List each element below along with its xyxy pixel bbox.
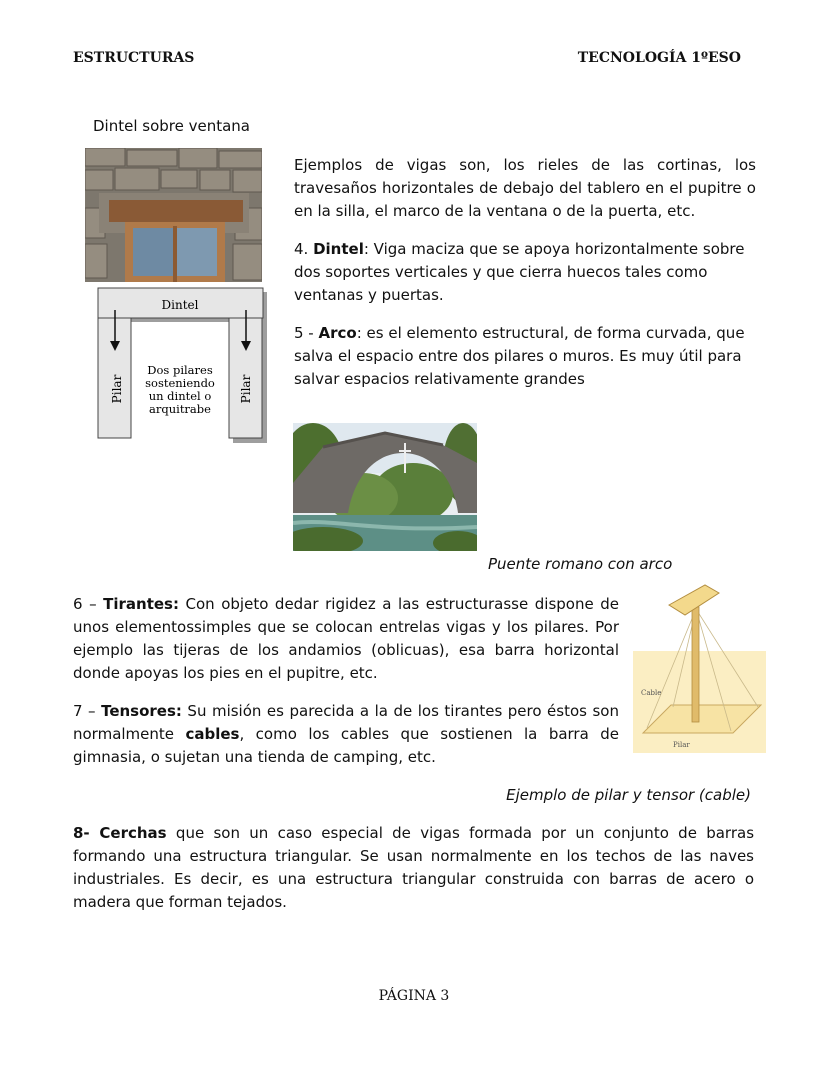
dintel-term: Dintel [313, 240, 364, 258]
tensores-term: Tensores: [101, 702, 182, 720]
diagram-top-label: Dintel [161, 298, 199, 312]
bridge-caption: Puente romano con arco [488, 555, 673, 573]
tensores-paragraph: 7 – Tensores: Su misión es parecida a la de los tirantes pero éstos son normalmente cables, como los cables que sostienen la barra de gimnasia, o sujetan una tienda de camping, etc. [73, 702, 619, 766]
pillar-label: Pilar [673, 741, 690, 749]
cerchas-paragraph: 8- Cerchas que son un caso especial de vigas formada por un conjunto de barras formando una estructura triangular. Se usan normalmente en los techos de las naves industriales. Es decir, es una estructura triangular construida con barras de acero o madera que forman tejados. [73, 824, 755, 911]
page-number: PÁGINA 3 [378, 988, 450, 1004]
diagram-center-line: Dos pilares [147, 363, 213, 377]
cable-label: Cable [641, 689, 662, 697]
arco-term: Arco [318, 324, 357, 342]
pillar-caption: Ejemplo de pilar y tensor (cable) [506, 786, 751, 804]
tirantes-paragraph: 6 – Tirantes: Con objeto dedar rigidez a las estructurasse dispone de unos elementossimples que se colocan entrelas vigas y los pilares. Por ejemplo las tijeras de los andamios (oblicuas), esa barra horizontal donde apoyas los pies en el pupitre, etc. [73, 595, 619, 682]
diagram-left-label: Pilar [110, 374, 124, 404]
dintel-image-caption: Dintel sobre ventana [93, 117, 251, 135]
window-lintel-photo [85, 148, 262, 282]
pillar-cable-illustration [633, 583, 766, 753]
diagram-center-line: un dintel o [148, 389, 212, 403]
diagram-center-line: sosteniendo [145, 376, 215, 390]
header-left: ESTRUCTURAS [73, 50, 195, 66]
cables-term: cables [185, 725, 240, 743]
diagram-right-label: Pilar [239, 374, 253, 404]
dintel-diagram [95, 285, 270, 445]
cerchas-term: 8- Cerchas [73, 824, 167, 842]
wooden-lintel [109, 200, 243, 222]
arco-paragraph: 5 - Arco: es el elemento estructural, de forma curvada, que salva el espacio entre dos pilares o muros. Es muy útil para salvar espacios relativamente grandes [294, 324, 745, 388]
roman-bridge-photo [293, 423, 477, 551]
tirantes-term: Tirantes: [103, 595, 179, 613]
header-right: TECNOLOGÍA 1ºESO [577, 50, 741, 66]
vigas-paragraph: Ejemplos de vigas son, los rieles de las cortinas, los travesaños horizontales de debajo del tablero en el pupitre o en la silla, el marco de la ventana o de la puerta, etc. [294, 156, 756, 220]
diagram-center-line: arquitrabe [149, 402, 211, 416]
dintel-paragraph: 4. Dintel: Viga maciza que se apoya horizontalmente sobre dos soportes verticales y que cierra huecos tales como ventanas y puertas. [294, 240, 745, 304]
